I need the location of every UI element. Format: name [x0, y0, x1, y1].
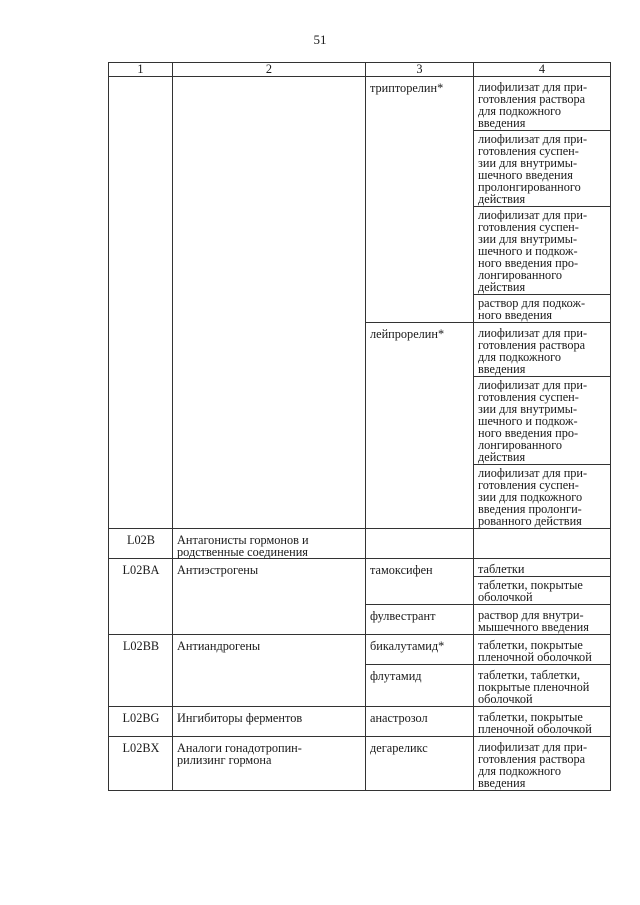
atc-code-cell: L02BG [109, 707, 173, 737]
table-row [109, 635, 611, 665]
group-name-cell: Антиэстрогены [173, 559, 366, 635]
dosage-form: лиофилизат для при- готовления суспен- зии для внутримы- шечного введения пролонгированного действия [474, 130, 610, 206]
drug-name-cell: трипторелин* [366, 77, 474, 323]
drug-name-cell: анастрозол [366, 707, 474, 737]
table-row [109, 529, 611, 559]
dosage-forms-cell [474, 323, 611, 529]
group-name-cell: Антагонисты гормонов и родственные соединения [173, 529, 366, 559]
table-row [109, 737, 611, 791]
dosage-forms-cell [474, 77, 611, 323]
page-number: 51 [313, 32, 327, 47]
table-row [109, 77, 611, 323]
atc-code-cell: L02B [109, 529, 173, 559]
dosage-form: таблетки, покрытые пленочной оболочкой [478, 638, 592, 664]
atc-code-cell [109, 77, 173, 529]
dosage-form: лиофилизат для при- готовления суспен- зии для внутримы- шечного и подкож- ного введения про- лонгированного действия [474, 376, 610, 464]
drug-name-cell: флутамид [366, 665, 474, 707]
dosage-forms-cell [474, 605, 611, 635]
dosage-forms-cell [474, 635, 611, 665]
column-header-1: 1 [109, 63, 173, 77]
dosage-form: лиофилизат для при- готовления раствора для подкожного введения [478, 80, 588, 130]
dosage-form: таблетки [478, 562, 525, 576]
table-row [109, 559, 611, 605]
group-name-cell: Антиандрогены [173, 635, 366, 707]
drug-name-cell: фулвестрант [366, 605, 474, 635]
group-name-cell [173, 77, 366, 529]
dosage-form: раствор для внутри- мышечного введения [478, 608, 589, 634]
dosage-form: таблетки, покрытые пленочной оболочкой [478, 710, 592, 736]
dosage-forms-cell [474, 529, 611, 559]
atc-code-cell: L02BX [109, 737, 173, 791]
table-row [109, 707, 611, 737]
drug-name-cell: лейпрорелин* [366, 323, 474, 529]
dosage-form: лиофилизат для при- готовления суспен- зии для подкожного введения пролонги- рованного действия [474, 464, 610, 528]
dosage-forms-cell [474, 665, 611, 707]
dosage-form: таблетки, покрытые оболочкой [474, 576, 610, 604]
dosage-form: лиофилизат для при- готовления раствора для подкожного введения [478, 326, 588, 376]
atc-code-cell: L02BA [109, 559, 173, 635]
drug-name-cell: бикалутамид* [366, 635, 474, 665]
dosage-forms-cell [474, 559, 611, 605]
column-header-2: 2 [173, 63, 366, 77]
dosage-forms-cell [474, 707, 611, 737]
drug-table [108, 62, 611, 791]
column-header-3: 3 [366, 63, 474, 77]
column-header-4: 4 [474, 63, 611, 77]
dosage-form: лиофилизат для при- готовления суспен- зии для внутримы- шечного и подкож- ного введения про- лонгированного действия [474, 206, 610, 294]
group-name-cell: Ингибиторы ферментов [173, 707, 366, 737]
drug-name-cell: тамоксифен [366, 559, 474, 605]
drug-name-cell [366, 529, 474, 559]
table-body [109, 77, 611, 791]
dosage-form: раствор для подкож- ного введения [474, 294, 610, 322]
header-row [109, 63, 611, 77]
dosage-form: таблетки, таблетки, покрытые пленочной оболочкой [478, 668, 590, 706]
atc-code-cell: L02BB [109, 635, 173, 707]
dosage-forms-cell [474, 737, 611, 791]
drug-name-cell: дегареликс [366, 737, 474, 791]
group-name-cell: Аналоги гонадотропин- рилизинг гормона [173, 737, 366, 791]
dosage-form: лиофилизат для при- готовления раствора для подкожного введения [478, 740, 588, 790]
